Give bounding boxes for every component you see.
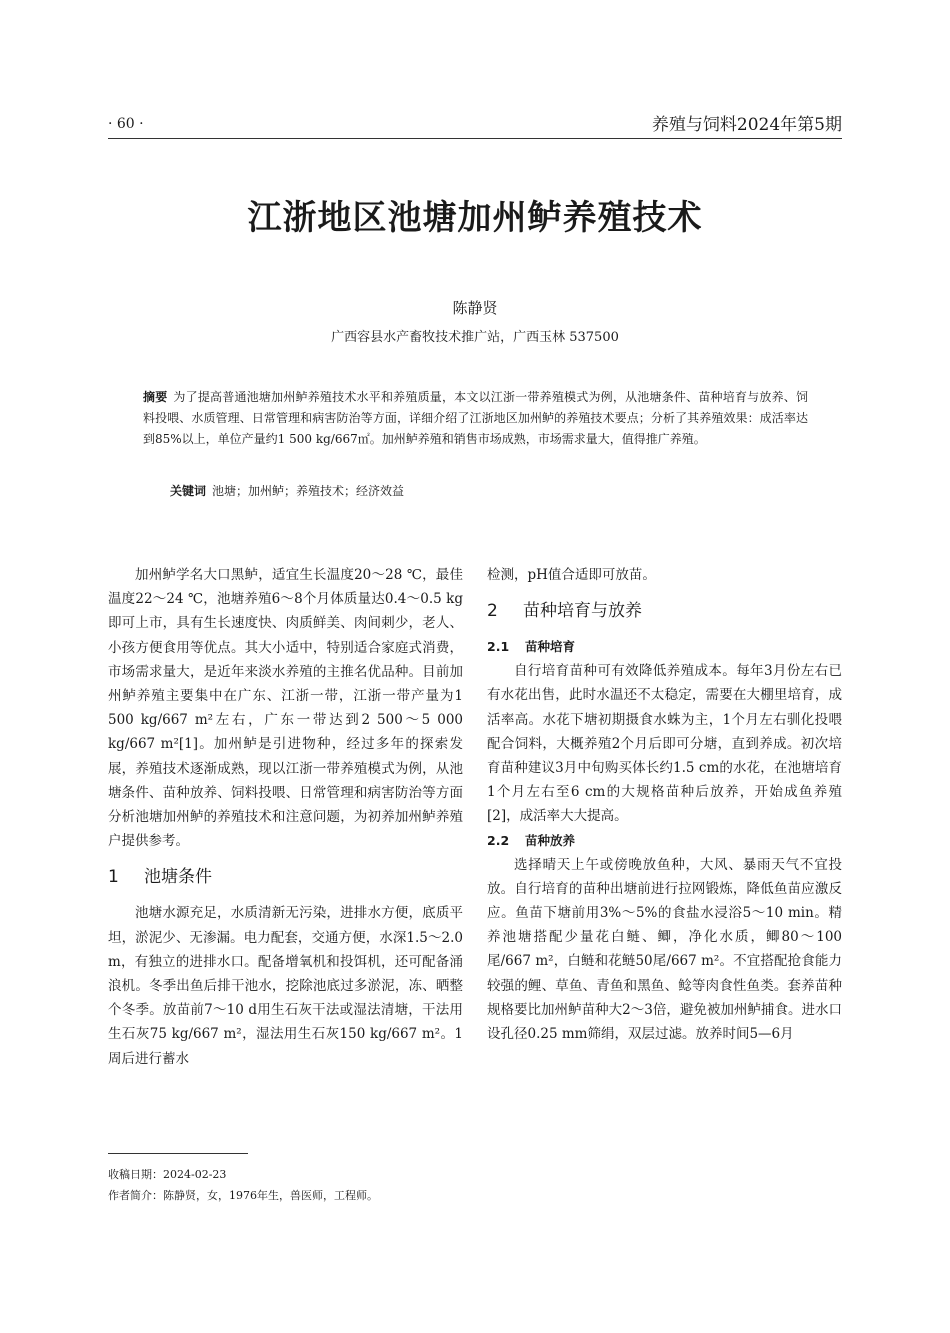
running-header: [108, 110, 842, 139]
subsection-2-1-paragraph: 自行培育苗种可有效降低养殖成本。每年3月份左右已有水花出售，此时水温还不太稳定，需要在大棚里培育，成活率高。水花下塘初期摄食水蛛为主，1个月左右驯化投喂配合饲料，大概养殖2个月后即可分塘，直到养成。初次培育苗种建议3月中旬购买体长约1.5 cm的水花，在池塘培育1个月左右至6 cm的大规格苗种后放养，开始成鱼养殖[2]，成活率大大提高。: [487, 663, 842, 825]
footnote-rule: [108, 1153, 248, 1154]
left-column: [108, 563, 463, 1071]
abstract-block: [143, 387, 808, 450]
intro-paragraph: 加州鲈学名大口黑鲈，适宜生长温度20～28 ℃，最佳温度22～24 ℃，池塘养殖6～8个月体质量达0.4～0.5 kg即可上市，具有生长速度快、肉质鲜美、肉间刺少，老人、小孩方便食用等优点。其大小适中，特别适合家庭式消费，市场需求量大，是近年来淡水养殖的主推名优品种。目前加州鲈养殖主要集中在广东、江浙一带，江浙一带产量为1 500 kg/667 m²左右，广东一带达到2 500～5 000 kg/667 m²[1]。加州鲈是引进物种，经过多年的探索发展，养殖技术逐渐成熟，现以江浙一带养殖模式为例，从池塘条件、苗种放养、饲料投喂、日常管理和病害防治等方面分析池塘加州鲈的养殖技术和注意问题，为初养加州鲈养殖户提供参考。: [108, 567, 463, 850]
subsection-2-2-title: 苗种放养: [525, 832, 576, 848]
subsection-2-2-number: 2.2: [487, 832, 510, 848]
journal-issue: 养殖与饲料2024年第5期: [651, 115, 842, 135]
section-1-number: 1: [108, 867, 119, 888]
right-column: [487, 563, 842, 1046]
received-date: 收稿日期：2024-02-23: [108, 1168, 227, 1181]
page-number: · 60 ·: [108, 116, 144, 132]
keywords-block: [170, 482, 404, 499]
continuation-paragraph: 检测，pH值合适即可放苗。: [487, 567, 656, 583]
subsection-2-1-number: 2.1: [487, 639, 510, 655]
subsection-2-2-paragraph: 选择晴天上午或傍晚放鱼种，大风、暴雨天气不宜投放。自行培育的苗种出塘前进行拉网锻炼，降低鱼苗应激反应。鱼苗下塘前用3%～5%的食盐水浸浴5～10 min。精养池塘搭配少量花白鲢、鲫，净化水质，鲫80～100尾/667 m²，白鲢和花鲢50尾/667 m²。不宜搭配抢食能力较强的鲤、草鱼、青鱼和黑鱼、鲶等肉食性鱼类。套养苗种规格要比加州鲈苗种大2～3倍，避免被加州鲈捕食。进水口设孔径0.25 mm筛绢，双层过滤。放养时间5—6月: [487, 856, 842, 1043]
author-bio: 作者简介：陈静贤，女，1976年生，兽医师，工程师。: [108, 1189, 378, 1202]
keywords-label: 关键词: [170, 484, 207, 498]
abstract-text: 为了提高普通池塘加州鲈养殖技术水平和养殖质量，本文以江浙一带养殖模式为例，从池塘条件、苗种培育与放养、饲料投喂、水质管理、日常管理和病害防治等方面，详细介绍了江浙地区加州鲈的养殖技术要点；分析了其养殖效果：成活率达到85%以上，单位产量约1 500 kg/667㎡。加州鲈养殖和销售市场成熟，市场需求量大，值得推广养殖。: [143, 390, 808, 446]
keywords-text: 池塘；加州鲈；养殖技术；经济效益: [212, 484, 405, 498]
author-affiliation: 广西容县水产畜牧技术推广站，广西玉林 537500: [331, 330, 619, 345]
abstract-label: 摘要: [143, 390, 168, 404]
section-2-number: 2: [487, 601, 498, 622]
author-name: 陈静贤: [452, 299, 498, 317]
subsection-2-2-heading: [487, 829, 842, 853]
section-2-heading: [487, 596, 842, 626]
subsection-2-1-title: 苗种培育: [525, 639, 576, 655]
section-2-title: 苗种培育与放养: [523, 601, 642, 622]
article-title: 江浙地区池塘加州鲈养殖技术: [247, 198, 703, 238]
subsection-2-1-heading: [487, 635, 842, 659]
section-1-heading: [108, 862, 463, 892]
section-1-title: 池塘条件: [144, 867, 212, 888]
section-1-paragraph: 池塘水源充足，水质清新无污染，进排水方便，底质平坦，淤泥少、无渗漏。电力配套，交通方便，水深1.5～2.0 m，有独立的进排水口。配备增氧机和投饵机，还可配备涌浪机。冬季出鱼后排干池水，挖除池底过多淤泥，冻、晒整个冬季。放苗前7～10 d用生石灰干法或湿法清塘，干法用生石灰75 kg/667 m²，湿法用生石灰150 kg/667 m²。1周后进行蓄水: [108, 905, 463, 1067]
